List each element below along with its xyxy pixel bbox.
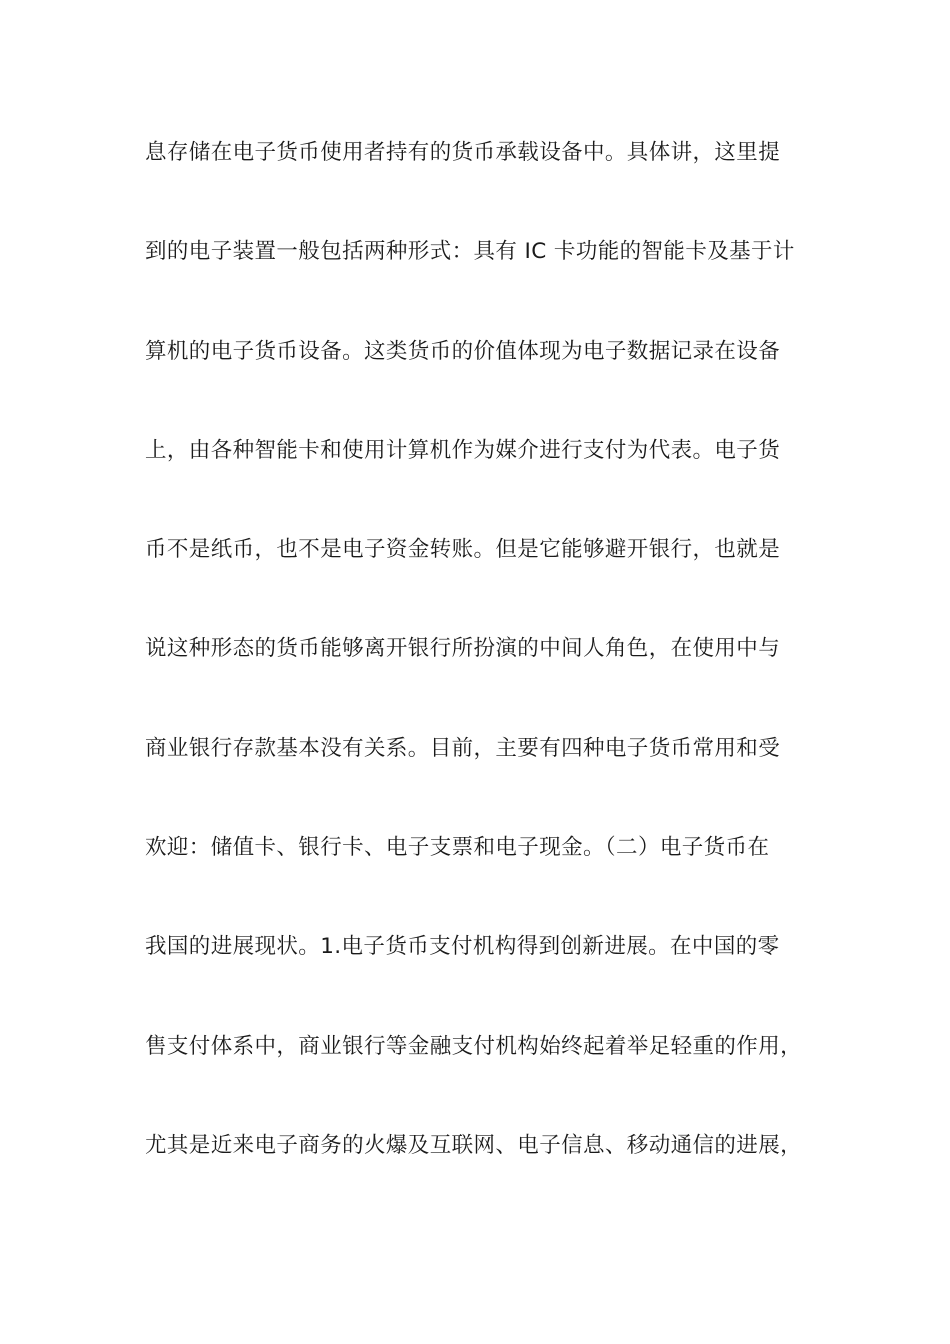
paragraph-line: 说这种形态的货币能够离开银行所扮演的中间人角色，在使用中与: [145, 636, 781, 661]
paragraph-line: 币不是纸币，也不是电子资金转账。但是它能够避开银行，也就是: [145, 537, 781, 562]
paragraph-line: 到的电子装置一般包括两种形式：具有 IC 卡功能的智能卡及基于计: [145, 239, 795, 264]
paragraph-line: 欢迎：储值卡、银行卡、电子支票和电子现金。（二）电子货币在: [145, 835, 770, 860]
paragraph-line: 商业银行存款基本没有关系。目前，主要有四种电子货币常用和受: [145, 736, 781, 761]
paragraph-line: 尤其是近来电子商务的火爆及互联网、电子信息、移动通信的进展，: [145, 1133, 803, 1158]
paragraph-line: 售支付体系中，商业银行等金融支付机构始终起着举足轻重的作用，: [145, 1034, 803, 1059]
paragraph-line: 算机的电子货币设备。这类货币的价值体现为电子数据记录在设备: [145, 339, 781, 364]
paragraph-line: 我国的进展现状。1.电子货币支付机构得到创新进展。在中国的零: [145, 934, 780, 959]
paragraph-line: 上，由各种智能卡和使用计算机作为媒介进行支付为代表。电子货: [145, 438, 781, 463]
paragraph-line: 息存储在电子货币使用者持有的货币承载设备中。具体讲，这里提: [145, 140, 781, 165]
